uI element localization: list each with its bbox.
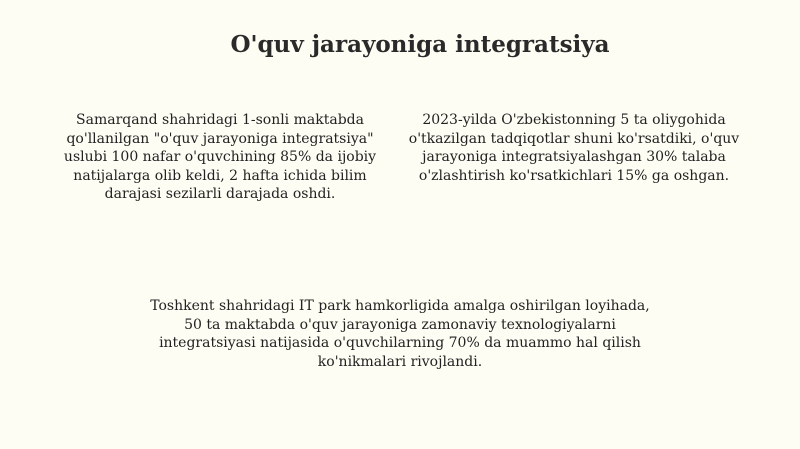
paragraph-tashkent-it-park: Toshkent shahridagi IT park hamkorligida amalga oshirilgan loyihada, 50 ta maktabda o'quv jarayoniga zamonaviy texnologiyalarni integratsiyasi natijasida o'quvchilarning 70% da muammo hal qilish ko'nikmalari rivojlandi. [150,298,650,370]
paragraph-university-research: 2023-yilda O'zbekistonning 5 ta oliygohida o'tkazilgan tadqiqotlar shuni ko'rsatdiki, o'quv jarayoniga integratsiyalashgan 30% talaba o'zlashtirish ko'rsatkichlari 15% ga oshgan. [408,112,740,184]
paragraph-samarqand-school: Samarqand shahridagi 1-sonli maktabda qo'llanilgan "o'quv jarayoniga integratsiya" uslubi 100 nafar o'quvchining 85% da ijobiy natijalarga olib keldi, 2 hafta ichida bilim darajasi sezilarli darajada oshdi. [63,112,377,202]
slide-title: O'quv jarayoniga integratsiya [230,31,610,58]
